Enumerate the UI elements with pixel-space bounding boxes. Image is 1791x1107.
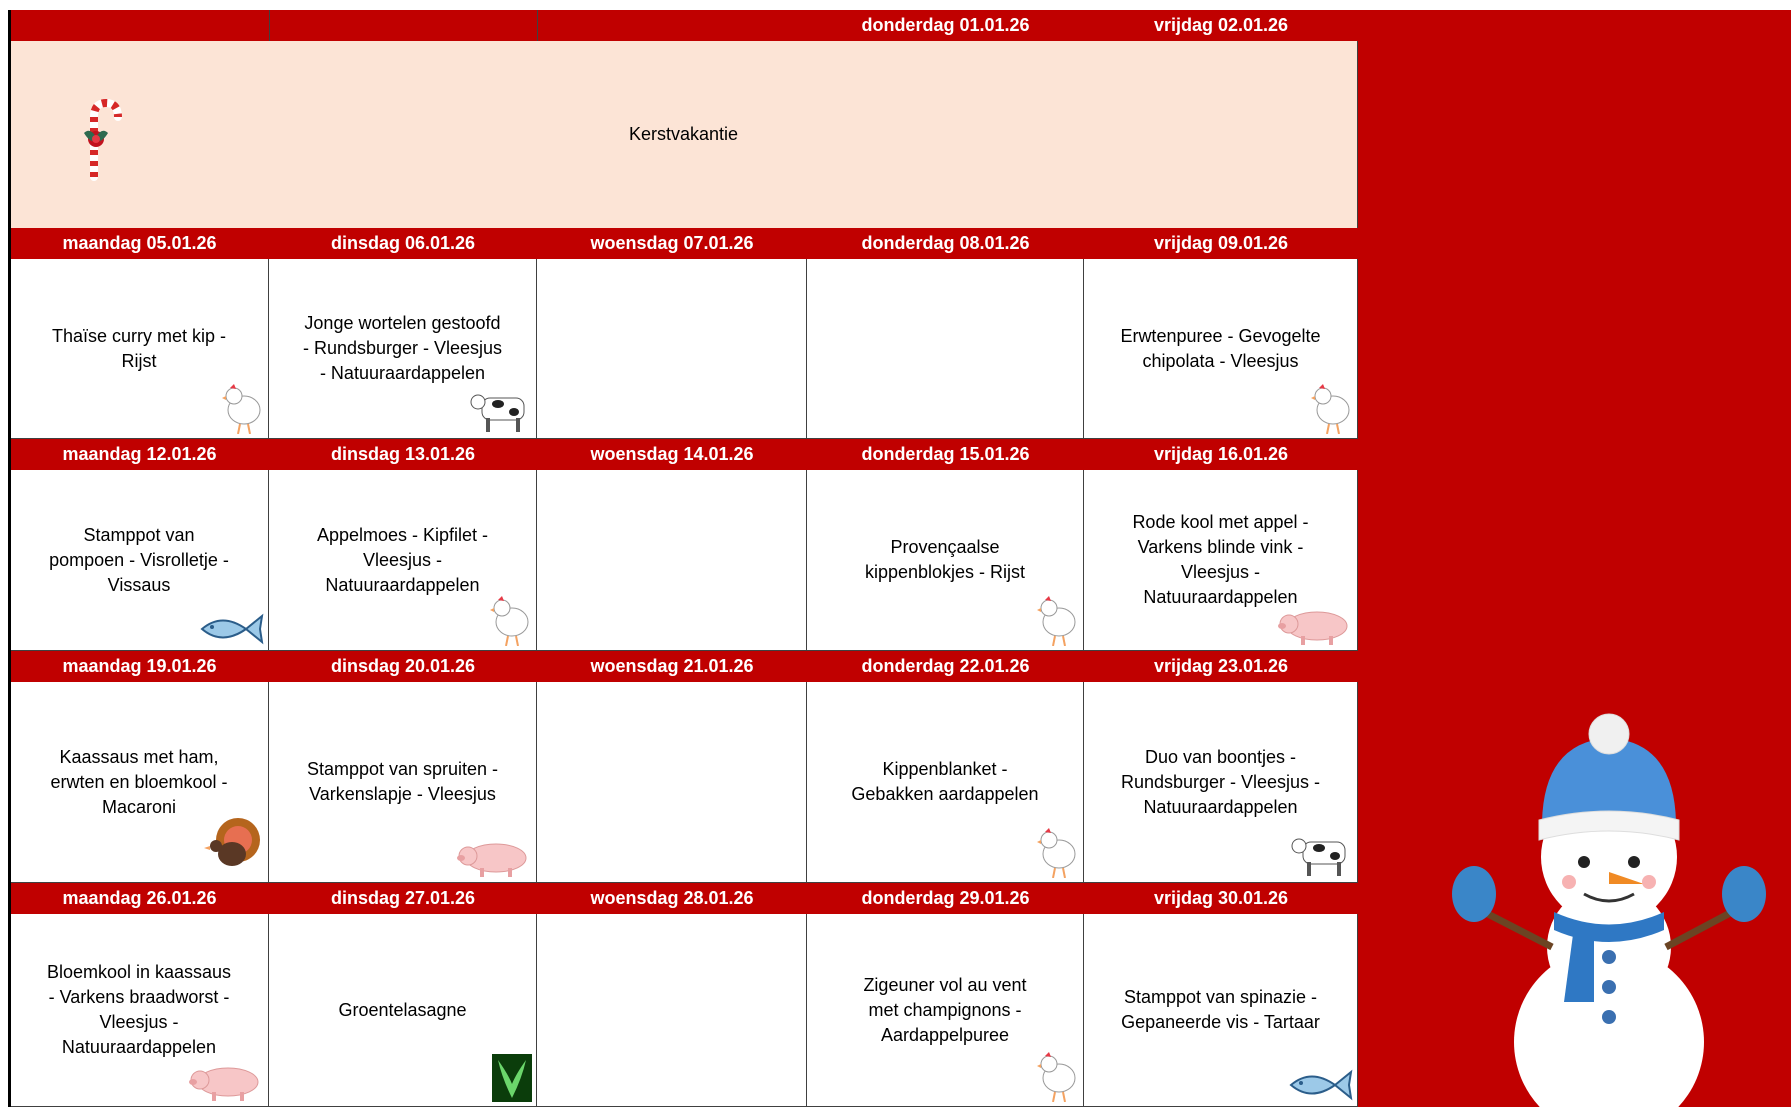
meal-line: Stamppot van xyxy=(83,524,195,545)
meal-cell xyxy=(10,682,269,883)
cow-icon xyxy=(1291,830,1353,878)
meal-line: - Rundsburger - Vleesjus xyxy=(302,338,503,358)
meal-line: Thaïse curry met kip - xyxy=(51,325,227,346)
meal-cell xyxy=(10,470,269,651)
meal-line: Rijst xyxy=(121,350,157,371)
day-header-friday: vrijdag 30.01.26 xyxy=(1084,883,1358,914)
meal-line: Stamppot van spinazie - xyxy=(1123,987,1318,1007)
day-header-friday: vrijdag 09.01.26 xyxy=(1084,228,1358,259)
meal-cell xyxy=(269,682,537,883)
meal-text xyxy=(541,470,802,650)
candy-cane-icon xyxy=(76,97,126,181)
day-header-wednesday: woensdag 07.01.26 xyxy=(537,228,807,259)
meal-line: Zigeuner vol au vent xyxy=(863,974,1027,995)
meal-cell xyxy=(1084,470,1358,651)
pig-icon xyxy=(1277,606,1353,646)
fish-icon xyxy=(1287,1068,1353,1102)
meal-line: chipolata - Vleesjus xyxy=(1142,350,1299,371)
day-header-monday: maandag 19.01.26 xyxy=(10,651,269,682)
meal-line: Natuuraardappelen xyxy=(61,1037,217,1057)
meal-line: Natuuraardappelen xyxy=(1143,587,1298,607)
meal-cell xyxy=(269,914,537,1107)
meal-line: - Varkens braadworst - xyxy=(48,987,230,1007)
meal-line: Erwtenpuree - Gevogelte xyxy=(1120,325,1321,346)
day-header-thursday: donderdag 29.01.26 xyxy=(807,883,1084,914)
day-header-wednesday: woensdag 28.01.26 xyxy=(537,883,807,914)
snowman-icon xyxy=(1444,712,1774,1107)
meal-cell xyxy=(807,682,1084,883)
chicken-icon xyxy=(1037,824,1079,878)
meal-cell xyxy=(269,259,537,439)
meal-line: Macaroni xyxy=(101,796,177,817)
top-rule xyxy=(0,0,1791,10)
day-header-thursday: donderdag 22.01.26 xyxy=(807,651,1084,682)
meal-line: met champignons - xyxy=(868,999,1022,1020)
meal-line: Duo van boontjes - xyxy=(1144,746,1297,767)
chicken-icon xyxy=(490,592,532,646)
meal-cell xyxy=(537,682,807,883)
meal-text xyxy=(541,914,802,1106)
meal-cell xyxy=(807,470,1084,651)
meal-cell xyxy=(807,914,1084,1107)
meal-line: Kippenblanket - xyxy=(882,759,1008,779)
day-header-monday: maandag 05.01.26 xyxy=(10,228,269,259)
day-header-friday: vrijdag 23.01.26 xyxy=(1084,651,1358,682)
meal-cell xyxy=(269,470,537,651)
meal-line: kippenblokjes - Rijst xyxy=(864,562,1026,582)
left-border xyxy=(8,10,11,1107)
meal-line: Jonge wortelen gestoofd xyxy=(304,313,501,333)
meal-line: Varkenslapje - Vleesjus xyxy=(309,784,496,804)
meal-line: Vleesjus - xyxy=(99,1012,179,1032)
meal-line: Stamppot van spruiten - xyxy=(306,759,499,779)
header-empty-2 xyxy=(269,10,537,41)
meal-text xyxy=(541,682,802,882)
day-header-tuesday: dinsdag 27.01.26 xyxy=(269,883,537,914)
meal-cell xyxy=(1084,259,1358,439)
day-header-tuesday: dinsdag 13.01.26 xyxy=(269,439,537,470)
day-header-thursday: donderdag 08.01.26 xyxy=(807,228,1084,259)
meal-line: - Natuuraardappelen xyxy=(319,363,486,383)
meal-line: Gebakken aardappelen xyxy=(851,784,1039,804)
vegetarian-leaf-icon xyxy=(492,1054,532,1102)
header-thursday-01: donderdag 01.01.26 xyxy=(807,10,1084,41)
chicken-icon xyxy=(222,380,264,434)
meal-line: Rundsburger - Vleesjus - xyxy=(1120,771,1321,792)
meal-line: Vissaus xyxy=(107,574,171,595)
day-header-thursday: donderdag 15.01.26 xyxy=(807,439,1084,470)
meal-cell xyxy=(1084,682,1358,883)
meal-text xyxy=(541,259,802,438)
day-header-wednesday: woensdag 14.01.26 xyxy=(537,439,807,470)
meal-line: Varkens blinde vink - xyxy=(1137,537,1304,557)
meal-line: Rode kool met appel - xyxy=(1132,512,1309,532)
meal-line: Natuuraardappelen xyxy=(325,574,480,595)
meal-cell xyxy=(537,914,807,1107)
day-header-monday: maandag 26.01.26 xyxy=(10,883,269,914)
meal-cell xyxy=(807,259,1084,439)
header-empty-1 xyxy=(10,10,269,41)
header-empty-3 xyxy=(537,10,807,41)
chicken-icon xyxy=(1311,380,1353,434)
cow-icon xyxy=(470,386,532,434)
meal-line: Bloemkool in kaassaus xyxy=(46,962,232,982)
meal-cell xyxy=(10,259,269,439)
day-header-monday: maandag 12.01.26 xyxy=(10,439,269,470)
meal-line: Vleesjus - xyxy=(362,549,442,570)
fish-icon xyxy=(198,612,264,646)
meal-line: Aardappelpuree xyxy=(880,1024,1010,1045)
meal-line: Appelmoes - Kipfilet - xyxy=(316,524,489,545)
day-header-friday: vrijdag 16.01.26 xyxy=(1084,439,1358,470)
meal-line: Groentelasagne xyxy=(338,999,467,1020)
meal-line: Kaassaus met ham, xyxy=(59,746,219,767)
meal-cell xyxy=(537,259,807,439)
chicken-icon xyxy=(1037,592,1079,646)
meal-line: Natuuraardappelen xyxy=(1143,796,1298,817)
meal-cell xyxy=(537,470,807,651)
header-friday-02: vrijdag 02.01.26 xyxy=(1084,10,1358,41)
chicken-icon xyxy=(1037,1048,1079,1102)
meal-text xyxy=(811,259,1079,438)
meal-line: Provençaalse xyxy=(890,537,1000,557)
turkey-icon xyxy=(202,816,264,878)
meal-cell xyxy=(1084,914,1358,1107)
day-header-tuesday: dinsdag 20.01.26 xyxy=(269,651,537,682)
holiday-label: Kerstvakantie xyxy=(628,124,739,144)
pig-icon xyxy=(456,838,532,878)
meal-line: erwten en bloemkool - xyxy=(50,771,228,792)
day-header-wednesday: woensdag 21.01.26 xyxy=(537,651,807,682)
meal-cell xyxy=(10,914,269,1107)
meal-line: Gepaneerde vis - Tartaar xyxy=(1121,1012,1320,1032)
holiday-band xyxy=(10,41,1358,228)
day-header-tuesday: dinsdag 06.01.26 xyxy=(269,228,537,259)
meal-line: Vleesjus - xyxy=(1180,562,1260,582)
pig-icon xyxy=(188,1062,264,1102)
meal-line: pompoen - Visrolletje - xyxy=(49,549,229,570)
